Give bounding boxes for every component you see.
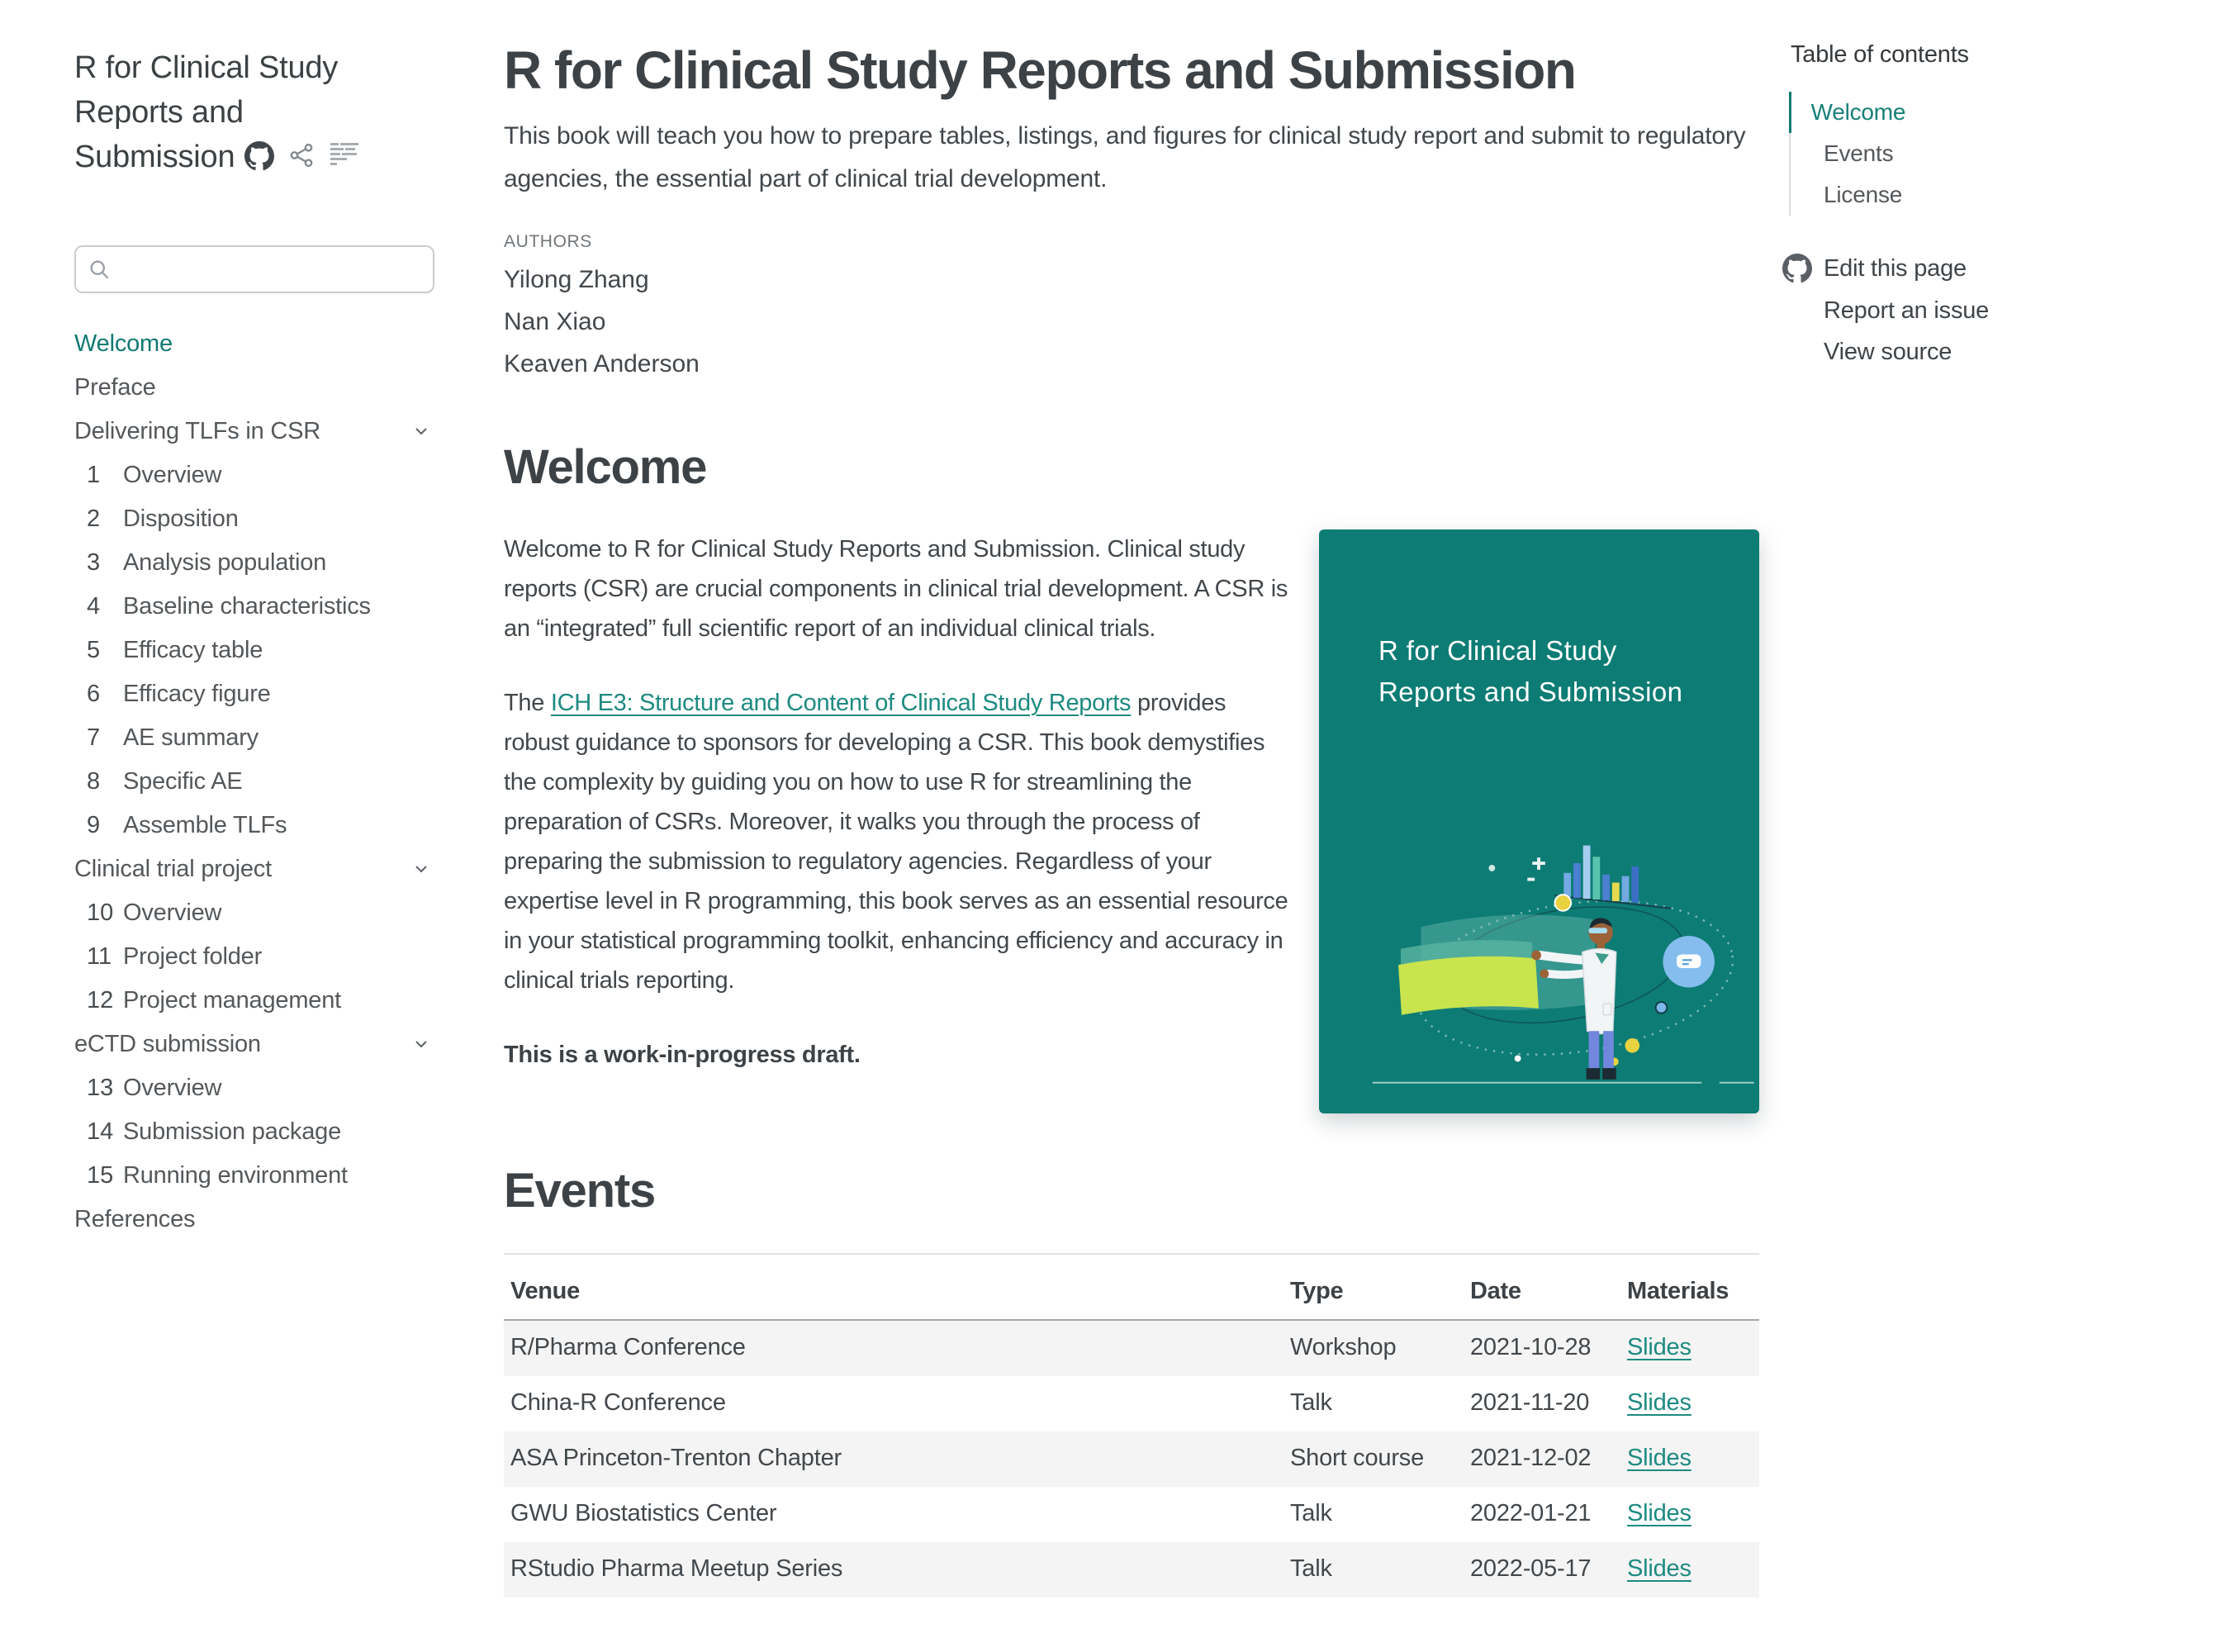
slides-link[interactable]: Slides xyxy=(1627,1389,1691,1416)
stream-icon[interactable] xyxy=(329,141,360,171)
sidebar-item-welcome[interactable]: Welcome xyxy=(74,330,173,357)
sidebar-section-clinical-trial-project[interactable]: Clinical trial project xyxy=(74,857,434,881)
book-cover-image xyxy=(1319,529,1759,1113)
table-row xyxy=(504,1542,1759,1597)
toc-item-events[interactable]: Events xyxy=(1824,140,1894,166)
date-cell: 2021-11-20 xyxy=(1470,1389,1590,1416)
work-in-progress-note: This is a work-in-progress draft. xyxy=(504,1042,861,1069)
welcome-paragraph-1: Welcome to R for Clinical Study Reports and Submission. Clinical study reports (CSR) are crucial components in clinical trial development. A CSR is an “integrated” full scientific report of an individual clinical trials. xyxy=(504,536,1288,643)
sidebar-item-chapter[interactable]: 7 AE summary xyxy=(87,724,259,751)
edit-this-page-link[interactable]: Edit this page xyxy=(1782,254,2195,283)
sidebar-item-chapter[interactable]: 5 Efficacy table xyxy=(87,637,263,663)
sidebar-item-chapter[interactable]: 11 Project folder xyxy=(87,943,263,970)
book-cover-illustration xyxy=(1319,762,1759,1108)
github-icon xyxy=(1782,254,1813,283)
sidebar-item-chapter[interactable]: 9 Assemble TLFs xyxy=(87,812,287,838)
toc-item-license[interactable]: License xyxy=(1824,182,1903,207)
column-header-type: Type xyxy=(1283,1254,1464,1320)
authors-label: AUTHORS xyxy=(504,232,592,252)
ich-e3-link[interactable]: ICH E3: Structure and Content of Clinical Study Reports xyxy=(550,690,1132,717)
sidebar-item-chapter[interactable]: 10 Overview xyxy=(87,900,222,926)
sidebar-item-chapter[interactable]: 15 Running environment xyxy=(87,1162,348,1189)
author-name: Nan Xiao xyxy=(504,308,606,336)
github-icon[interactable] xyxy=(244,141,274,171)
sidebar-section-delivering-tlfs[interactable]: Delivering TLFs in CSR xyxy=(74,419,434,444)
welcome-section xyxy=(504,529,1759,1113)
venue-cell: GWU Biostatistics Center xyxy=(510,1499,777,1526)
share-icon[interactable] xyxy=(287,141,316,171)
search-input[interactable] xyxy=(121,256,421,283)
sidebar-nav xyxy=(74,331,434,1232)
sidebar-item-chapter[interactable]: 14 Submission package xyxy=(87,1118,341,1145)
chevron-down-icon[interactable] xyxy=(411,421,431,441)
toc-item-welcome[interactable]: Welcome xyxy=(1789,92,2196,133)
table-row xyxy=(504,1431,1759,1487)
type-cell: Short course xyxy=(1290,1444,1425,1471)
table-header-row xyxy=(504,1254,1759,1320)
type-cell: Workshop xyxy=(1290,1333,1397,1360)
sidebar-item-chapter[interactable]: 3 Analysis population xyxy=(87,549,327,576)
column-header-date: Date xyxy=(1464,1254,1620,1320)
type-cell: Talk xyxy=(1290,1555,1332,1582)
table-row xyxy=(504,1320,1759,1376)
date-cell: 2021-12-02 xyxy=(1470,1444,1592,1471)
author-name: Yilong Zhang xyxy=(504,266,649,294)
welcome-heading: Welcome xyxy=(504,440,707,495)
type-cell: Talk xyxy=(1290,1389,1332,1416)
toc-heading: Table of contents xyxy=(1791,41,1969,68)
sidebar-section-ectd-submission[interactable]: eCTD submission xyxy=(74,1032,434,1056)
column-header-materials: Materials xyxy=(1620,1254,1759,1320)
toc-meta xyxy=(1782,254,2195,366)
venue-cell: ASA Princeton-Trenton Chapter xyxy=(510,1444,842,1471)
type-cell: Talk xyxy=(1290,1499,1332,1526)
main-content xyxy=(504,40,1759,1597)
sidebar-item-preface[interactable]: Preface xyxy=(74,374,156,401)
table-row xyxy=(504,1487,1759,1542)
left-sidebar xyxy=(74,45,434,1251)
sidebar-item-chapter[interactable]: 12 Project management xyxy=(87,987,341,1014)
chevron-down-icon[interactable] xyxy=(411,859,431,879)
slides-link[interactable]: Slides xyxy=(1627,1499,1691,1526)
search-box[interactable] xyxy=(74,245,434,293)
toc-list xyxy=(1789,92,2195,216)
venue-cell: R/Pharma Conference xyxy=(510,1333,746,1360)
report-an-issue-link[interactable]: Report an issue xyxy=(1824,297,1990,324)
date-cell: 2021-10-28 xyxy=(1470,1333,1592,1360)
table-of-contents xyxy=(1782,41,2195,380)
date-cell: 2022-01-21 xyxy=(1470,1499,1592,1526)
book-cover-title: R for Clinical Study Reports and Submission xyxy=(1378,635,1683,708)
date-cell: 2022-05-17 xyxy=(1470,1555,1592,1582)
page-title: R for Clinical Study Reports and Submission xyxy=(504,40,1576,100)
venue-cell: China-R Conference xyxy=(510,1389,726,1416)
sidebar-item-chapter[interactable]: 8 Specific AE xyxy=(87,768,243,795)
slides-link[interactable]: Slides xyxy=(1627,1555,1691,1582)
events-heading: Events xyxy=(504,1164,655,1218)
sidebar-item-chapter[interactable]: 4 Baseline characteristics xyxy=(87,593,371,620)
column-header-venue: Venue xyxy=(504,1254,1283,1320)
search-icon xyxy=(88,258,111,281)
welcome-text xyxy=(504,529,1288,1075)
author-name: Keaven Anderson xyxy=(504,350,700,378)
chevron-down-icon[interactable] xyxy=(411,1034,431,1054)
book-title: R for Clinical Study Reports and Submission xyxy=(74,45,434,179)
slides-link[interactable]: Slides xyxy=(1627,1333,1691,1360)
sidebar-item-chapter[interactable]: 6 Efficacy figure xyxy=(87,681,271,707)
slides-link[interactable]: Slides xyxy=(1627,1444,1691,1471)
view-source-link[interactable]: View source xyxy=(1824,339,1952,365)
table-row xyxy=(504,1376,1759,1431)
sidebar-item-chapter[interactable]: 1 Overview xyxy=(87,462,222,488)
events-table xyxy=(504,1253,1759,1597)
welcome-paragraph-2: The ICH E3: Structure and Content of Clinical Study Reports provides robust guidance to sponsors for developing a CSR. This book demystifies the complexity by guiding you on how to use R for streamlining the preparation of CSRs. Moreover, it walks you through the process of preparing the submission to regulatory agencies. Regardless of your expertise level in R programming, this book serves as an essential resource in your statistical programming toolkit, enhancing efficiency and accuracy in clinical trials reporting. xyxy=(504,690,1288,995)
sidebar-item-chapter[interactable]: 2 Disposition xyxy=(87,506,239,532)
page-subtitle: This book will teach you how to prepare tables, listings, and figures for clinical study report and submit to regulatory agencies, the essential part of clinical trial development. xyxy=(504,122,1746,193)
venue-cell: RStudio Pharma Meetup Series xyxy=(510,1555,843,1582)
sidebar-item-references[interactable]: References xyxy=(74,1206,196,1232)
sidebar-item-chapter[interactable]: 13 Overview xyxy=(87,1075,222,1101)
